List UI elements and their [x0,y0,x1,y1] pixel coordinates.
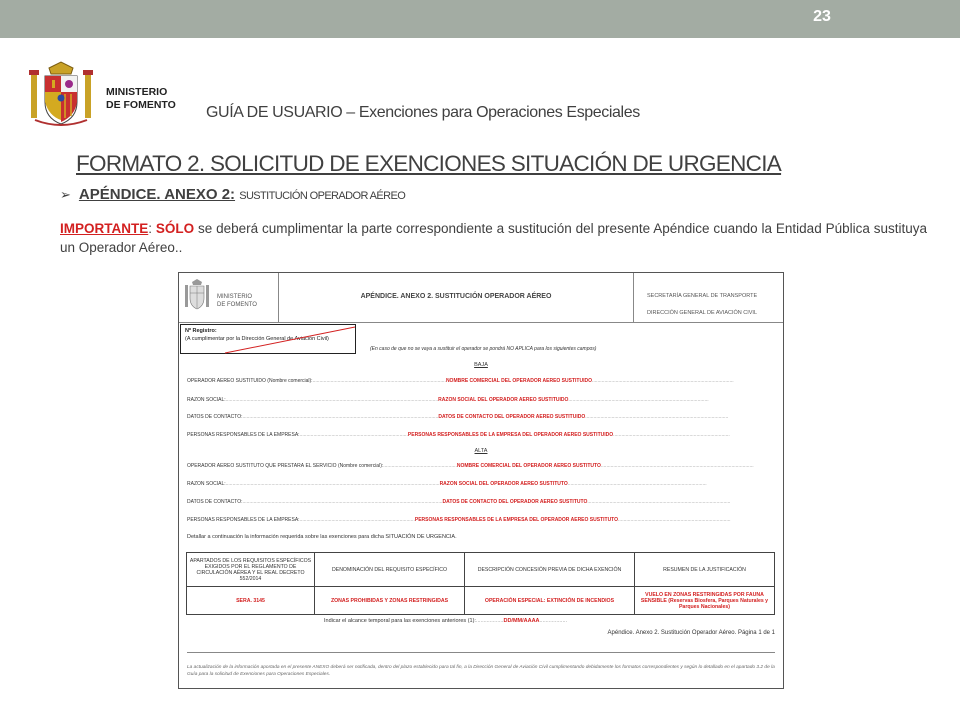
ministry-line2: DE FOMENTO [106,99,176,111]
small-coat-of-arms-icon [183,279,211,313]
form-footer: La actualización de la información aportada en el presente ANEXO deberá ser notificada, dentro del plazo establecido para tal fin, a la Dirección General de Aviación Civil cumplimentando debidamente los formatos correspondientes y según lo detallado en el apartado 3.2 de la Guía para la solicitud de Exenciones para Operaciones Especiales. [187,665,775,677]
guide-title: GUÍA DE USUARIO – Exenciones para Operaciones Especiales [206,104,640,121]
baja-row: DATOS DE CONTACTO:.............................................................................................................................................DATOS DE CONTACTO DEL OPERADOR AÉREO SUSTITUIDO....................................................................................................... [187,414,729,420]
important-note [60,219,927,257]
bullet-line [60,186,405,203]
baja-row: PERSONAS RESPONSABLES DE LA EMPRESA:..............................................................................PERSONAS RESPONSABLES DE LA EMPRESA DEL OPERADOR AÉREO SUSTITUIDO.................................................................................... [187,432,730,438]
form-detail-text: Detallar a continuación la información requerida sobre las exenciones para dicha SITUACIÓN DE URGENCIA. [187,534,457,540]
requirements-table [186,552,775,615]
table-cell: SERA. 3145 [187,587,315,615]
row-value: NOMBRE COMERCIAL DEL OPERADOR AÉREO SUSTITUTO [456,463,601,469]
row-label: OPERADOR AÉREO SUSTITUIDO (Nombre comercial): [187,378,313,384]
alta-label: ALTA [474,448,488,454]
form-ministry-line1: MINISTERIO [217,294,253,300]
row-label: RAZÓN SOCIAL: [187,397,226,403]
alta-row: DATOS DE CONTACTO:................................................................................................................................................DATOS DE CONTACTO DEL OPERADOR AÉREO SUSTITUTO....................................................................................................... [187,499,731,505]
form-secretaria: SECRETARÍA GENERAL DE TRANSPORTE [647,293,758,299]
row-value: DATOS DE CONTACTO DEL OPERADOR AÉREO SUSTITUIDO [438,414,586,420]
form-note: (En caso de que no se vaya a sustituir el operador se pondrá NO APLICA para los siguientes campos) [370,346,597,352]
row-label: PERSONAS RESPONSABLES DE LA EMPRESA: [187,432,300,438]
table-header: DESCRIPCIÓN CONCESIÓN PREVIA DE DICHA EXENCIÓN [465,553,635,587]
table-header: RESUMEN DE LA JUSTIFICACIÓN [635,553,775,587]
row-value: PERSONAS RESPONSABLES DE LA EMPRESA DEL OPERADOR AÉREO SUSTITUTO [414,517,619,523]
arrow-bullet-icon: ➢ [60,187,71,202]
form-title: APÉNDICE. ANEXO 2. SUSTITUCIÓN OPERADOR AÉREO [360,293,552,300]
form-page-label: Apéndice. Anexo 2. Sustitución Operador Aéreo. Página 1 de 1 [607,630,775,636]
baja-row: RAZÓN SOCIAL:.........................................................................................................................................................RAZÓN SOCIAL DEL OPERADOR AÉREO SUSTITUIDO..................................................................................................... [187,397,709,403]
form-divider [187,652,775,653]
important-solo: SÓLO [155,221,195,236]
row-value: RAZÓN SOCIAL DEL OPERADOR AÉREO SUSTITUTO [439,481,568,487]
alta-row: RAZÓN SOCIAL:..........................................................................................................................................................RAZÓN SOCIAL DEL OPERADOR AÉREO SUSTITUTO.................................................................................................... [187,481,707,487]
row-value: RAZÓN SOCIAL DEL OPERADOR AÉREO SUSTITUIDO [438,397,569,403]
form-header [179,273,783,323]
registro-title: Nº Registro: [185,328,217,334]
baja-row: OPERADOR AÉREO SUSTITUIDO (Nombre comercial):................................................................................................NOMBRE COMERCIAL DEL OPERADOR AÉREO SUSTITUIDO...................................................................................................... [187,378,734,384]
slide-number: 23 [813,8,831,25]
row-value: PERSONAS RESPONSABLES DE LA EMPRESA DEL OPERADOR AÉREO SUSTITUIDO [407,432,614,438]
important-label: IMPORTANTE [60,221,149,236]
form-ministry-line2: DE FOMENTO [217,302,257,308]
table-header: DENOMINACIÓN DEL REQUISITO ESPECÍFICO [315,553,465,587]
important-text: se deberá cumplimentar la parte correspondiente a sustitución del presente Apéndice cuando la Entidad Pública sustituya un Operador Aéreo.. [60,221,927,255]
registro-strike-line [223,325,357,354]
header-divider [633,273,634,323]
alta-row: OPERADOR AÉREO SUSTITUTO QUE PRESTARÁ EL SERVICIO (Nombre comercial):.....................................................NOMBRE COMERCIAL DEL OPERADOR AÉREO SUSTITUTO.............................................................................................................. [187,463,754,469]
coat-of-arms-logo [25,60,97,130]
row-label: DATOS DE CONTACTO: [187,499,243,505]
table-cell: VUELO EN ZONAS RESTRINGIDAS POR FAUNA SENSIBLE (Reservas Biosfera, Parques Naturales y Parques Nacionales) [635,587,775,615]
table-cell: OPERACIÓN ESPECIAL: EXTINCIÓN DE INCENDIOS [465,587,635,615]
ministry-line1: MINISTERIO [106,86,168,98]
table-header: APARTADOS DE LOS REQUISITOS ESPECÍFICOS EXIGIDOS POR EL REGLAMENTO DE CIRCULACIÓN AÉREA Y EL REAL DECRETO 552/2014 [187,553,315,587]
baja-label: BAJA [474,362,488,368]
row-label: RAZÓN SOCIAL: [187,481,226,487]
bullet-strong: APÉNDICE. ANEXO 2: [78,186,236,203]
form-document-image [178,272,784,689]
important-colon: : [148,221,156,236]
row-value: DATOS DE CONTACTO DEL OPERADOR AÉREO SUSTITUTO [442,499,588,505]
bullet-rest: SUSTITUCIÓN OPERADOR AÉREO [239,190,406,202]
ministry-name [106,86,176,112]
row-label: OPERADOR AÉREO SUSTITUTO QUE PRESTARÁ EL SERVICIO (Nombre comercial): [187,463,384,469]
row-value: NOMBRE COMERCIAL DEL OPERADOR AÉREO SUSTITUIDO [445,378,592,384]
form-direccion: DIRECCIÓN GENERAL DE AVIACIÓN CIVIL [647,310,758,316]
alcance-line: Indicar el alcance temporal para las exenciones anteriores (1):..................DD/MM/AAAA.................. [324,618,568,624]
main-title: FORMATO 2. SOLICITUD DE EXENCIONES SITUACIÓN DE URGENCIA [76,151,782,176]
alcance-value: DD/MM/AAAA [503,618,540,624]
alta-row: PERSONAS RESPONSABLES DE LA EMPRESA:...................................................................................PERSONAS RESPONSABLES DE LA EMPRESA DEL OPERADOR AÉREO SUSTITUTO................................................................................. [187,517,731,523]
row-label: DATOS DE CONTACTO: [187,414,243,420]
table-cell: ZONAS PROHIBIDAS Y ZONAS RESTRINGIDAS [315,587,465,615]
row-label: PERSONAS RESPONSABLES DE LA EMPRESA: [187,517,300,523]
registro-subtitle: (A cumplimentar por la Dirección General de Aviación Civil) [185,336,329,342]
form-ministry [217,293,257,309]
alcance-label: Indicar el alcance temporal para las exenciones anteriores (1): [324,618,476,624]
